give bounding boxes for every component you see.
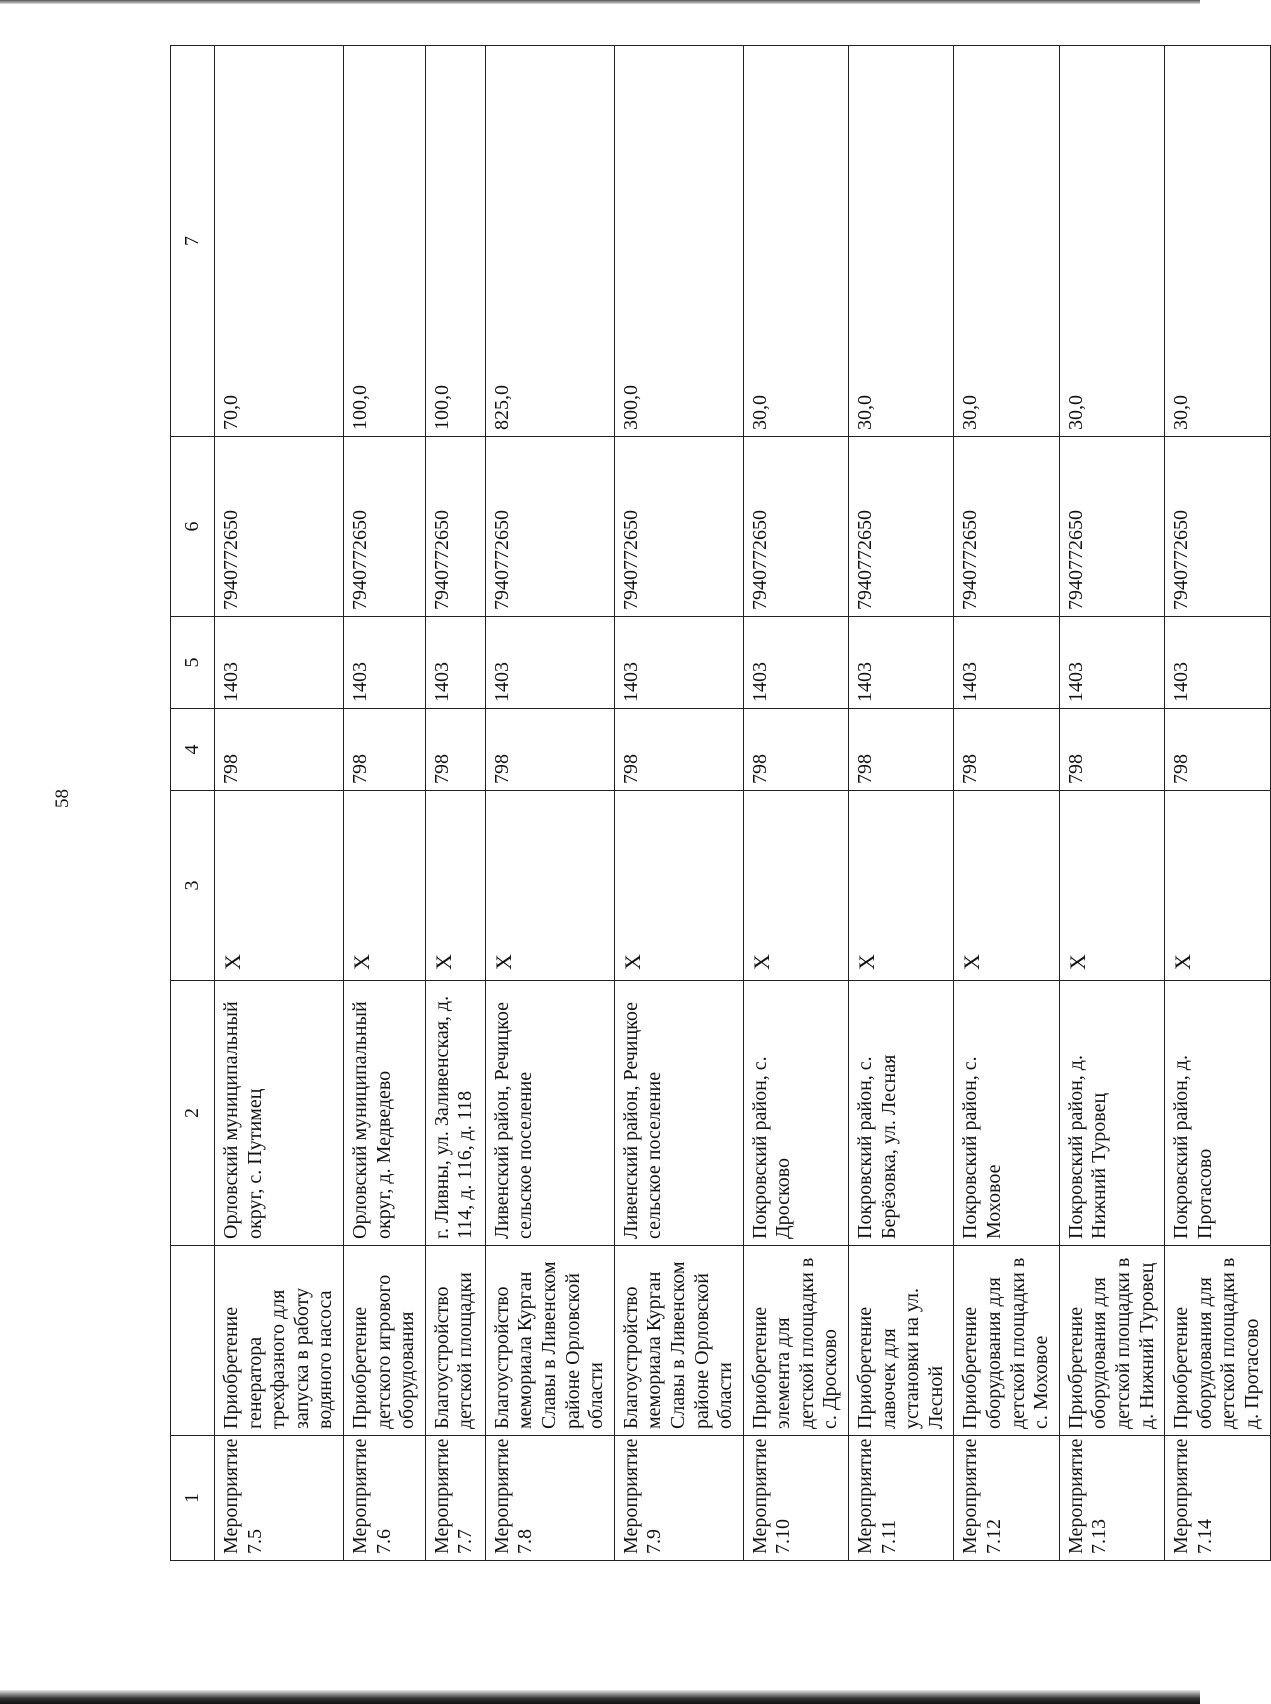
description-cell: Приобретение оборудования для детской площадки в с. Моховое bbox=[954, 1246, 1059, 1436]
location-cell: Покровский район, с. Дросково bbox=[743, 981, 848, 1246]
location-cell: Орловский муниципальный округ, с. Путимец bbox=[215, 981, 344, 1246]
event-cell: Мероприятие 7.11 bbox=[849, 1436, 954, 1561]
mark-cell: X bbox=[614, 791, 743, 981]
section-cell: 1403 bbox=[425, 617, 485, 709]
description-cell: Приобретение оборудования для детской площадки в д. Протасово bbox=[1165, 1246, 1270, 1436]
code-cell: 798 bbox=[954, 709, 1059, 791]
description-cell: Благоустройство детской площадки bbox=[425, 1246, 485, 1436]
section-cell: 1403 bbox=[614, 617, 743, 709]
section-cell: 1403 bbox=[954, 617, 1059, 709]
section-cell: 1403 bbox=[1165, 617, 1270, 709]
event-cell: Мероприятие 7.14 bbox=[1165, 1436, 1270, 1561]
location-cell: г. Ливны, ул. Заливенская, д. 114, д. 116, д. 118 bbox=[425, 981, 485, 1246]
target-article-cell: 7940772650 bbox=[1165, 437, 1270, 617]
mark-cell: X bbox=[954, 791, 1059, 981]
target-article-cell: 7940772650 bbox=[954, 437, 1059, 617]
code-cell: 798 bbox=[1059, 709, 1164, 791]
section-cell: 1403 bbox=[1059, 617, 1164, 709]
target-article-cell: 7940772650 bbox=[849, 437, 954, 617]
mark-cell: X bbox=[343, 791, 425, 981]
target-article-cell: 7940772650 bbox=[343, 437, 425, 617]
code-cell: 798 bbox=[1165, 709, 1270, 791]
amount-cell: 30,0 bbox=[849, 46, 954, 437]
table-row bbox=[849, 46, 954, 1561]
description-cell: Приобретение элемента для детской площадки в с. Дросково bbox=[743, 1246, 848, 1436]
location-cell: Ливенский район, Речицкое сельское поселение bbox=[614, 981, 743, 1246]
target-article-cell: 7940772650 bbox=[425, 437, 485, 617]
amount-cell: 70,0 bbox=[215, 46, 344, 437]
mark-cell: X bbox=[1165, 791, 1270, 981]
location-cell: Покровский район, с. Берёзовка, ул. Лесная bbox=[849, 981, 954, 1246]
description-cell: Благоустройство мемориала Курган Славы в Ливенском районе Орловской области bbox=[485, 1246, 614, 1436]
event-cell: Мероприятие 7.13 bbox=[1059, 1436, 1164, 1561]
amount-cell: 100,0 bbox=[425, 46, 485, 437]
target-article-cell: 7940772650 bbox=[743, 437, 848, 617]
column-header-4: 4 bbox=[171, 709, 215, 791]
amount-cell: 30,0 bbox=[743, 46, 848, 437]
table-row bbox=[215, 46, 344, 1561]
scan-edge-top bbox=[0, 0, 1200, 4]
event-cell: Мероприятие 7.10 bbox=[743, 1436, 848, 1561]
location-cell: Орловский муниципальный округ, д. Медведево bbox=[343, 981, 425, 1246]
column-header-7: 7 bbox=[171, 46, 215, 437]
target-article-cell: 7940772650 bbox=[1059, 437, 1164, 617]
event-cell: Мероприятие 7.5 bbox=[215, 1436, 344, 1561]
target-article-cell: 7940772650 bbox=[485, 437, 614, 617]
amount-cell: 825,0 bbox=[485, 46, 614, 437]
code-cell: 798 bbox=[485, 709, 614, 791]
mark-cell: X bbox=[743, 791, 848, 981]
table-row bbox=[614, 46, 743, 1561]
event-cell: Мероприятие 7.8 bbox=[485, 1436, 614, 1561]
table-rotated-wrapper bbox=[170, 46, 1263, 1561]
location-cell: Покровский район, д. Нижний Туровец bbox=[1059, 981, 1164, 1246]
section-cell: 1403 bbox=[485, 617, 614, 709]
section-cell: 1403 bbox=[215, 617, 344, 709]
table-row bbox=[343, 46, 425, 1561]
mark-cell: X bbox=[215, 791, 344, 981]
column-header-1: 1 bbox=[171, 1436, 215, 1561]
mark-cell: X bbox=[425, 791, 485, 981]
description-cell: Приобретение генератора трехфазного для запуска в работу водяного насоса bbox=[215, 1246, 344, 1436]
location-cell: Покровский район, д. Протасово bbox=[1165, 981, 1270, 1246]
event-cell: Мероприятие 7.9 bbox=[614, 1436, 743, 1561]
target-article-cell: 7940772650 bbox=[215, 437, 344, 617]
code-cell: 798 bbox=[343, 709, 425, 791]
amount-cell: 30,0 bbox=[1165, 46, 1270, 437]
table-row bbox=[1165, 46, 1270, 1561]
code-cell: 798 bbox=[425, 709, 485, 791]
section-cell: 1403 bbox=[343, 617, 425, 709]
target-article-cell: 7940772650 bbox=[614, 437, 743, 617]
column-header-description bbox=[171, 1246, 215, 1436]
code-cell: 798 bbox=[743, 709, 848, 791]
amount-cell: 30,0 bbox=[1059, 46, 1164, 437]
column-header-6: 6 bbox=[171, 437, 215, 617]
table-row bbox=[425, 46, 485, 1561]
mark-cell: X bbox=[1059, 791, 1164, 981]
column-header-5: 5 bbox=[171, 617, 215, 709]
code-cell: 798 bbox=[849, 709, 954, 791]
location-cell: Покровский район, с. Моховое bbox=[954, 981, 1059, 1246]
description-cell: Приобретение детского игрового оборудования bbox=[343, 1246, 425, 1436]
section-cell: 1403 bbox=[743, 617, 848, 709]
event-cell: Мероприятие 7.7 bbox=[425, 1436, 485, 1561]
mark-cell: X bbox=[849, 791, 954, 981]
table-row bbox=[485, 46, 614, 1561]
table-body bbox=[171, 46, 1271, 1561]
column-header-2: 2 bbox=[171, 981, 215, 1246]
description-cell: Приобретение оборудования для детской площадки в д. Нижний Туровец bbox=[1059, 1246, 1164, 1436]
amount-cell: 300,0 bbox=[614, 46, 743, 437]
table-row bbox=[1059, 46, 1164, 1561]
table-row bbox=[743, 46, 848, 1561]
column-header-3: 3 bbox=[171, 791, 215, 981]
page-number: 58 bbox=[52, 789, 73, 808]
mark-cell: X bbox=[485, 791, 614, 981]
code-cell: 798 bbox=[215, 709, 344, 791]
code-cell: 798 bbox=[614, 709, 743, 791]
event-cell: Мероприятие 7.12 bbox=[954, 1436, 1059, 1561]
budget-table bbox=[170, 45, 1271, 1561]
description-cell: Благоустройство мемориала Курган Славы в Ливенском районе Орловской области bbox=[614, 1246, 743, 1436]
table-header-row bbox=[171, 46, 215, 1561]
location-cell: Ливенский район, Речицкое сельское поселение bbox=[485, 981, 614, 1246]
section-cell: 1403 bbox=[849, 617, 954, 709]
event-cell: Мероприятие 7.6 bbox=[343, 1436, 425, 1561]
table-row bbox=[954, 46, 1059, 1561]
description-cell: Приобретение лавочек для установки на ул. Лесной bbox=[849, 1246, 954, 1436]
amount-cell: 30,0 bbox=[954, 46, 1059, 437]
amount-cell: 100,0 bbox=[343, 46, 425, 437]
scan-edge-bottom bbox=[0, 1690, 1200, 1704]
